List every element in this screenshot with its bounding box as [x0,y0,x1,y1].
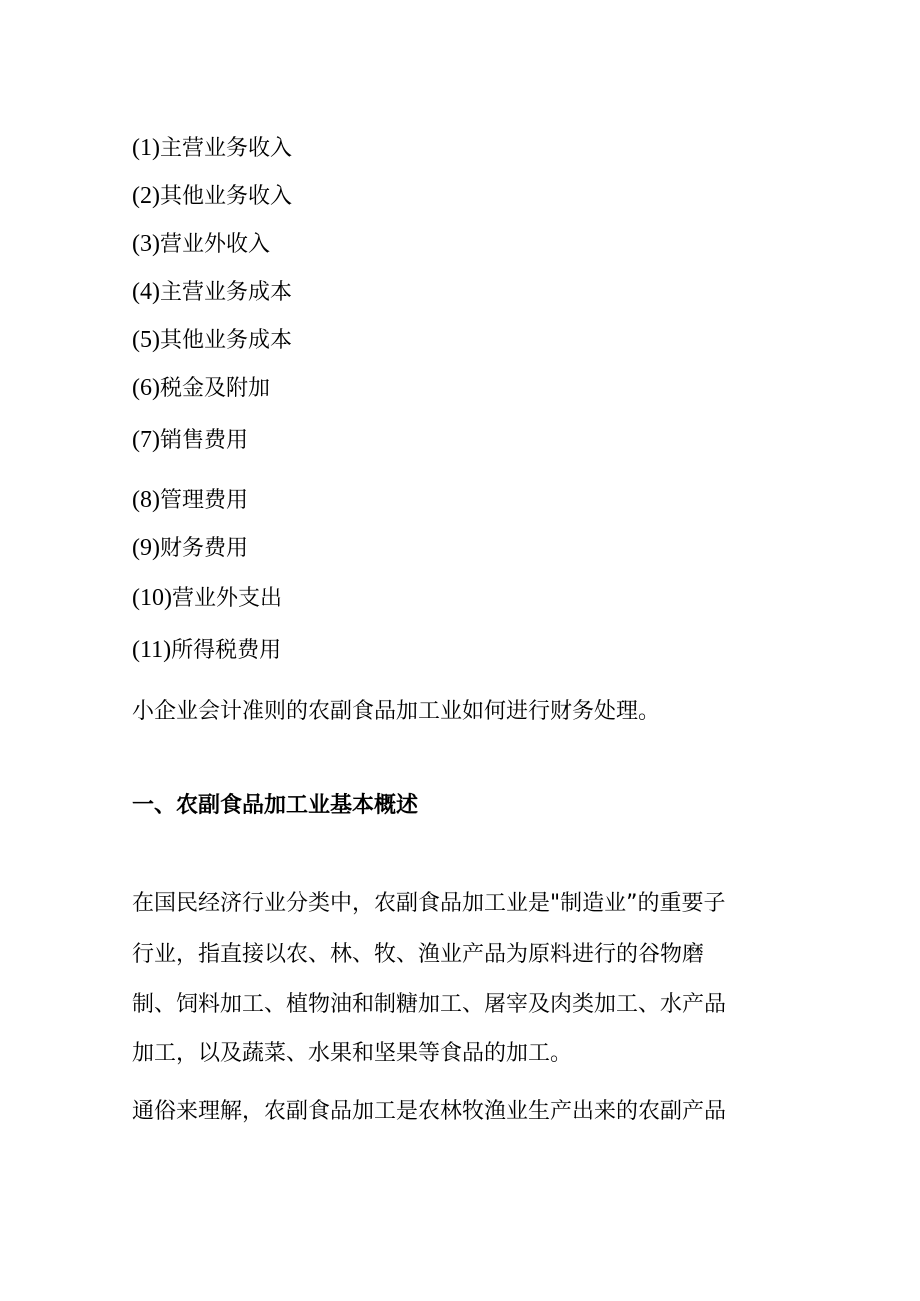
item-number: (2) [132,183,160,209]
item-text: 主营业务成本 [159,280,292,305]
list-item [132,486,248,515]
item-number: (10) [132,585,172,611]
paragraph-line: 行业，指直接以农、林、牧、渔业产品为原料进行的谷物磨 [132,942,705,967]
item-text: 主营业务收入 [159,136,292,161]
item-text: 税金及附加 [159,376,270,401]
list-item [132,584,282,613]
item-text: 营业外支出 [171,586,282,611]
item-number: (8) [132,487,160,513]
list-item [132,534,248,563]
list-item [132,182,292,211]
section-heading: 一、农副食品加工业基本概述 [132,793,419,818]
paragraph-line: 制、饲料加工、植物油和制糖加工、屠宰及肉类加工、水产品 [132,992,727,1017]
list-item [132,230,270,259]
item-text: 其他业务成本 [159,328,292,353]
list-item [132,374,270,403]
item-number: (11) [132,637,172,663]
list-item [132,426,248,455]
item-text: 管理费用 [159,488,248,513]
list-item [132,636,281,665]
item-number: (3) [132,231,160,257]
list-item [132,278,292,307]
item-text: 财务费用 [159,536,248,561]
item-number: (1) [132,135,160,161]
item-number: (6) [132,375,160,401]
list-item [132,326,292,355]
item-number: (4) [132,279,160,305]
paragraph-line: 加工，以及蔬菜、水果和坚果等食品的加工。 [132,1041,573,1066]
item-number: (7) [132,427,160,453]
item-text: 其他业务收入 [159,184,292,209]
paragraph-line: 在国民经济行业分类中，农副食品加工业是"制造业”的重要子 [132,891,726,916]
paragraph-line: 通俗来理解，农副食品加工是农林牧渔业生产出来的农副产品 [132,1099,727,1124]
item-number: (5) [132,327,160,353]
item-text: 销售费用 [159,428,248,453]
item-number: (9) [132,535,160,561]
intro-text: 小企业会计准则的农副食品加工业如何进行财务处理。 [132,699,661,724]
item-text: 营业外收入 [159,232,270,257]
list-item [132,134,292,163]
item-text: 所得税费用 [171,638,282,663]
